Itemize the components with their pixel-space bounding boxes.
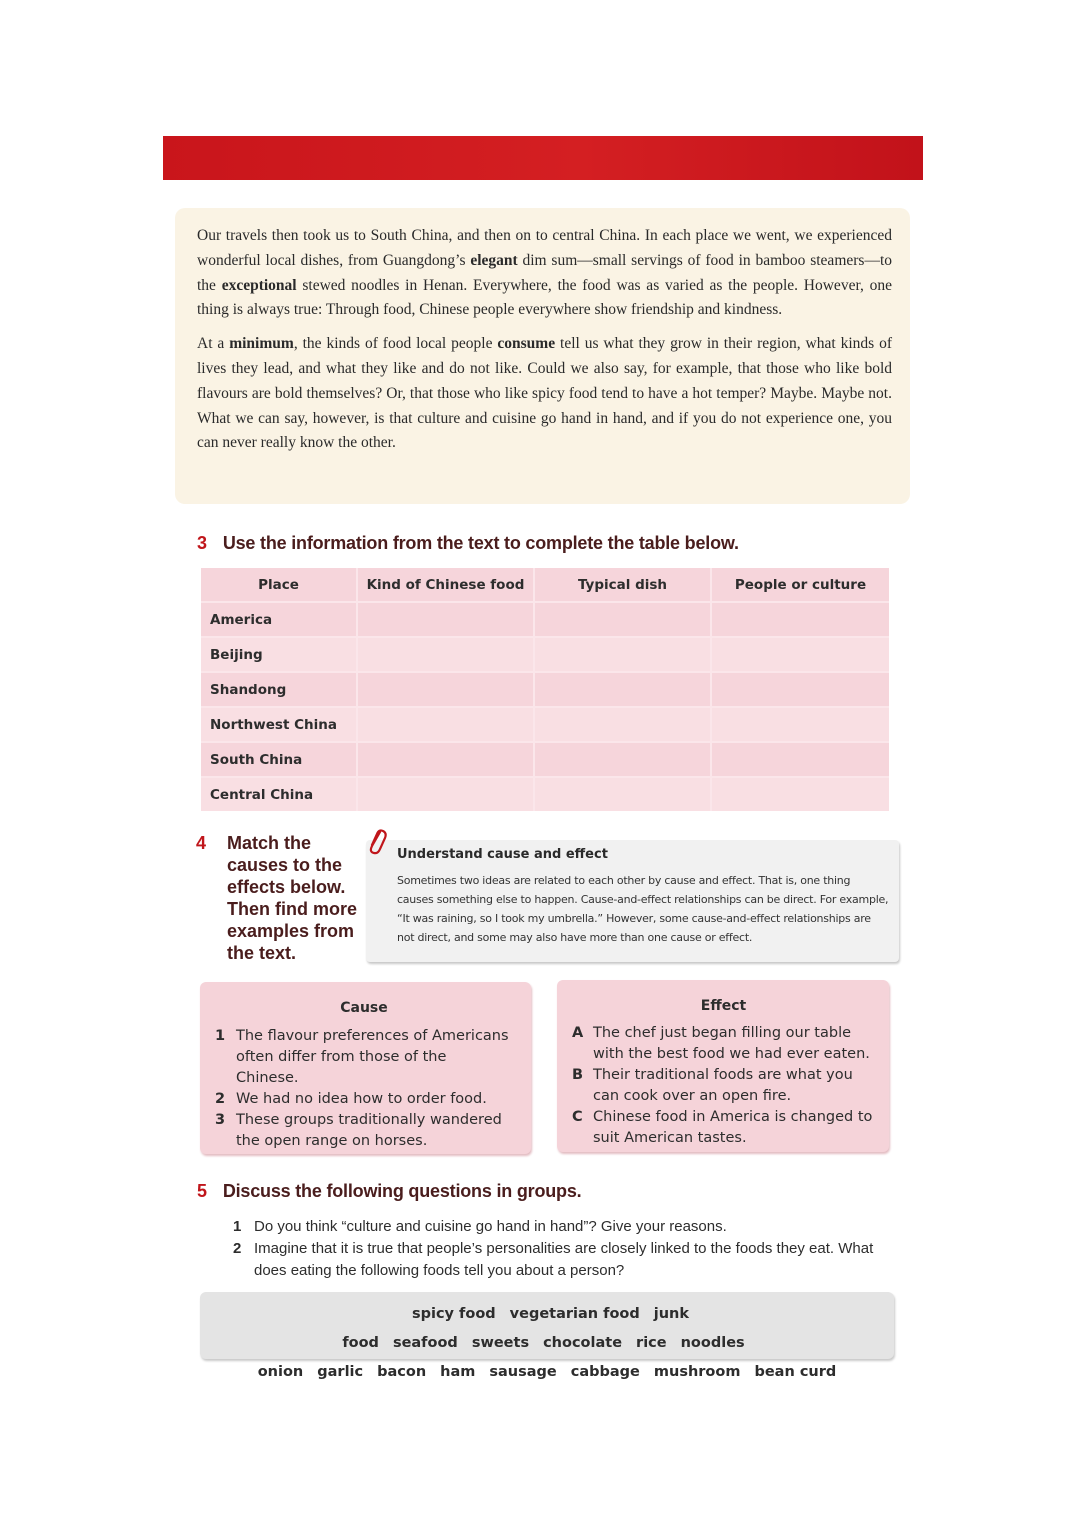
- table-cell-blank[interactable]: [357, 672, 534, 707]
- cause-item: [215, 1110, 513, 1152]
- food-word: onion: [257, 1364, 304, 1380]
- cause-panel: [200, 982, 531, 1154]
- task3-number: 3: [197, 533, 207, 553]
- task4-title-line: examples from: [227, 921, 355, 941]
- task4-title-line: Then find more: [227, 899, 357, 919]
- food-word: mushroom: [653, 1364, 741, 1380]
- table-cell-blank[interactable]: [357, 637, 534, 672]
- cause-item-number: 1: [215, 1028, 226, 1044]
- cause-item-text: The flavour preferences of Americans often differ from those of the Chinese.: [236, 1028, 509, 1086]
- effect-item-letter: A: [572, 1025, 584, 1041]
- passage-paragraph-2: [197, 332, 892, 456]
- effect-item-text: Their traditional foods are what you can cook over an open fire.: [593, 1067, 853, 1104]
- question-number: 2: [233, 1240, 242, 1257]
- food-word-row: [200, 1300, 894, 1358]
- passage-text: Our travels then took us to South China, and then on to central China. In each place we went, we experienced wonderful local dishes, from Guangdong’s: [197, 227, 892, 269]
- cause-item-text: We had no idea how to order food.: [236, 1091, 487, 1107]
- passage-text: , the kinds of food local people: [293, 335, 498, 353]
- cause-item-text: These groups traditionally wandered the open range on horses.: [236, 1112, 502, 1149]
- table-cell-blank[interactable]: [357, 602, 534, 637]
- task4-number: 4: [196, 833, 207, 853]
- cause-item: [215, 1089, 513, 1110]
- effect-item: [572, 1065, 875, 1107]
- table-header-kind: Kind of Chinese food: [357, 568, 534, 602]
- task4-title-line: effects below.: [227, 877, 346, 897]
- task3-heading: [197, 533, 739, 554]
- table-cell-blank[interactable]: [357, 742, 534, 777]
- tip-text: Sometimes two ideas are related to each other by cause and effect. That is, one thing causes something else to happen. Cause-and-effect relationships can be direct. For example, “It was raining, so I took my umbrella.” However, some cause-and-effect relationships are not direct, and some may also have more than one cause or effect.: [397, 874, 889, 944]
- food-word: chocolate: [543, 1335, 623, 1351]
- table-row: [201, 672, 889, 707]
- food-word-box: [200, 1292, 894, 1380]
- food-word: vegetarian food: [509, 1306, 640, 1322]
- table-row: [201, 777, 889, 811]
- food-word: spicy food: [411, 1306, 496, 1322]
- table-header-row: [201, 568, 889, 602]
- food-word: bean curd: [754, 1364, 837, 1380]
- table-cell-blank[interactable]: [711, 707, 889, 742]
- task5-number: 5: [197, 1181, 207, 1201]
- effect-panel: [557, 980, 889, 1152]
- paperclip-icon: [366, 826, 388, 856]
- question-item: [233, 1216, 883, 1238]
- effect-item: [572, 1023, 875, 1065]
- effect-item-letter: B: [572, 1067, 584, 1083]
- tip-box: [366, 840, 899, 962]
- task5-heading: [197, 1181, 581, 1202]
- food-word: ham: [440, 1364, 476, 1380]
- passage-paragraph-1: [197, 224, 892, 323]
- table-cell-blank[interactable]: [534, 777, 711, 811]
- table-cell-blank[interactable]: [711, 637, 889, 672]
- question-number: 1: [233, 1218, 242, 1235]
- food-table: [201, 568, 889, 811]
- table-cell-blank[interactable]: [534, 637, 711, 672]
- table-row: [201, 742, 889, 777]
- effect-item: [572, 1107, 875, 1149]
- table-cell-blank[interactable]: [534, 602, 711, 637]
- passage-text: stewed noodles in Henan. Everywhere, the food was as varied as the people. However, one thing is always true: Through food, Chinese people everywhere show friendship and kindness.: [197, 276, 892, 319]
- effect-title: Effect: [700, 998, 747, 1014]
- question-text: Imagine that it is true that people’s personalities are closely linked to the foods they eat. What does eating the following foods tell you about a person?: [254, 1240, 874, 1279]
- effect-item-text: The chef just began filling our table with the best food we had ever eaten.: [593, 1025, 870, 1062]
- passage-text: At a: [197, 335, 230, 353]
- food-word: garlic: [317, 1364, 364, 1380]
- cause-item: [215, 1026, 513, 1089]
- food-word: sweets: [471, 1335, 530, 1351]
- effect-item-letter: C: [572, 1109, 583, 1125]
- table-cell-blank[interactable]: [357, 777, 534, 811]
- table-cell-place: America: [201, 602, 357, 637]
- table-row: [201, 707, 889, 742]
- passage-keyword: elegant: [470, 251, 518, 269]
- table-cell-place: Northwest China: [201, 707, 357, 742]
- task4-title-line: the text.: [227, 943, 297, 963]
- table-cell-blank[interactable]: [711, 672, 889, 707]
- task3-instruction: Use the information from the text to complete the table below.: [222, 533, 739, 553]
- table-cell-blank[interactable]: [711, 777, 889, 811]
- table-cell-blank[interactable]: [357, 707, 534, 742]
- table-row: [201, 637, 889, 672]
- reading-passage: [175, 208, 910, 504]
- task4-heading: [196, 832, 361, 964]
- cause-item-number: 2: [215, 1091, 226, 1107]
- table-header-dish: Typical dish: [534, 568, 711, 602]
- table-row: [201, 602, 889, 637]
- food-word: bacon: [377, 1364, 427, 1380]
- table-cell-blank[interactable]: [711, 602, 889, 637]
- table-cell-blank[interactable]: [534, 672, 711, 707]
- food-word: noodles: [680, 1335, 745, 1351]
- passage-keyword: minimum: [229, 335, 294, 353]
- table-cell-blank[interactable]: [711, 742, 889, 777]
- task4-title-line: causes to the: [227, 855, 343, 875]
- food-word: rice: [636, 1335, 667, 1351]
- table-cell-blank[interactable]: [534, 742, 711, 777]
- question-item: [233, 1238, 883, 1282]
- passage-text: dim sum—small servings of food in bamboo steamers—to the: [197, 251, 892, 294]
- question-text: Do you think “culture and cuisine go hand in hand”? Give your reasons.: [254, 1218, 727, 1235]
- food-word: cabbage: [570, 1364, 640, 1380]
- cause-title: Cause: [340, 1000, 388, 1016]
- table-header-people: People or culture: [711, 568, 889, 602]
- table-header-place: Place: [258, 576, 299, 593]
- discussion-questions: [233, 1216, 883, 1282]
- table-cell-blank[interactable]: [534, 707, 711, 742]
- task4-title-line: Match the: [227, 833, 312, 853]
- table-cell-place: South China: [201, 742, 357, 777]
- table-cell-place: Central China: [201, 777, 357, 811]
- food-word-row: [200, 1358, 894, 1387]
- task5-instruction: Discuss the following questions in groups.: [222, 1181, 582, 1201]
- food-word: junk food: [342, 1306, 690, 1351]
- table-cell-place: Shandong: [201, 672, 357, 707]
- tip-title: Understand cause and effect: [397, 847, 608, 862]
- table-cell-place: Beijing: [201, 637, 357, 672]
- food-word: sausage: [489, 1364, 557, 1380]
- header-red-band: [163, 136, 923, 180]
- cause-item-number: 3: [215, 1112, 226, 1128]
- passage-text: tell us what they grow in their region, what kinds of lives they lead, and what they like and do not like. Could we also say, for example, that those who like bold flavours are bold themselves? Or, that those who like spicy food tend to have a hot temper? Maybe. Maybe not. What we can say, however, is that culture and cuisine go hand in hand, and if you do not experience one, you can never really know the other.: [197, 335, 892, 452]
- effect-item-text: Chinese food in America is changed to suit American tastes.: [593, 1109, 873, 1146]
- passage-keyword: exceptional: [221, 276, 297, 294]
- passage-keyword: consume: [497, 335, 556, 353]
- food-word: seafood: [392, 1335, 458, 1351]
